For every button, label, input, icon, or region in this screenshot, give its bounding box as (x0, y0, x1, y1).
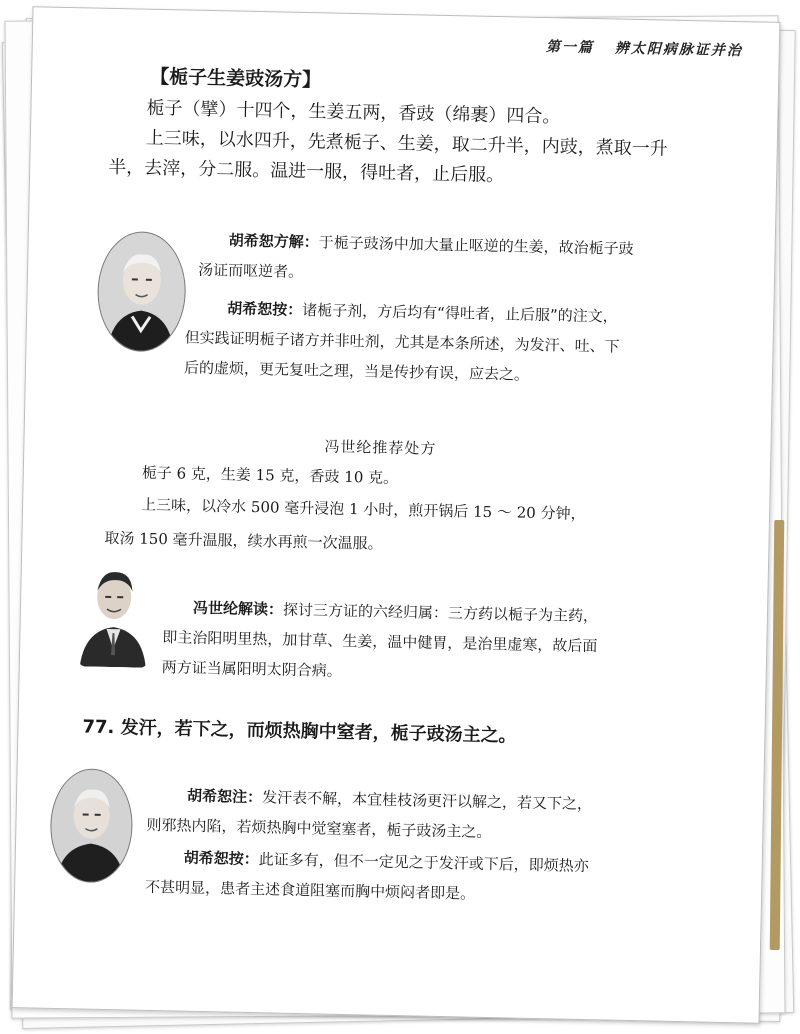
portrait-image (97, 232, 185, 352)
commentary-text: 探讨三方证的六经归属：三方药以栀子为主药， (282, 600, 599, 626)
commentary-text: 两方证当属阳明太阴合病。 (161, 658, 342, 680)
recommendation-title: 冯世纶推荐处方 (324, 437, 437, 458)
commentary-text: 但实践证明栀子诸方并非吐剂，尤其是本条所述，为发汗、吐、下 (184, 328, 620, 356)
commentary-label: 胡希恕按： (183, 848, 259, 869)
commentary-text: 发汗表不解，本宜桂枝汤更汗以解之，若又下之， (261, 788, 593, 814)
commentary-label: 胡希恕按： (227, 299, 303, 319)
commentary-text: 不甚明显，患者主述食道阻塞而胸中烦闷者即是。 (144, 877, 476, 903)
book-page (12, 6, 781, 1023)
commentary-text: 汤证而呕逆者。 (197, 260, 304, 281)
commentary-label: 胡希恕方解： (228, 231, 319, 252)
header-part: 第一篇 (545, 39, 595, 57)
clause-heading: 77. 发汗，若下之，而烦热胸中窒者，栀子豉汤主之。 (82, 716, 517, 747)
commentary-text: 此证多有，但不一定见之于发汗或下后，即烦热亦 (258, 850, 589, 876)
formula-line: 半，去滓，分二服。温进一服，得吐者，止后服。 (107, 156, 505, 187)
hu-xishu-portrait (49, 768, 133, 884)
portrait-image (50, 769, 132, 883)
hu-xishu-portrait (96, 231, 186, 353)
formula-line: 上三味，以水四升，先煮栀子、生姜，取二升半，内豉，煮取一升 (145, 127, 668, 160)
portrait-image (78, 556, 150, 667)
commentary-text: 即主治阳明里热，加甘草、生姜，温中健胃，是治里虚寒，故后面 (162, 628, 598, 656)
running-header (546, 36, 743, 60)
commentary-text: 于栀子豉汤中加大量止呕逆的生姜，故治栀子豉 (318, 233, 634, 258)
formula-line: 栀子（擘）十四个，生姜五两，香豉（绵裹）四合。 (146, 97, 561, 128)
recommendation-line: 栀子 6 克，生姜 15 克，香豉 10 克。 (141, 463, 399, 488)
commentary-text: 则邪热内陷，若烦热胸中觉窒塞者，栀子豉汤主之。 (146, 815, 492, 842)
commentary-label: 胡希恕注： (186, 786, 263, 807)
recommendation-line: 取汤 150 毫升温服，续水再煎一次温服。 (104, 528, 383, 553)
formula-title: 【栀子生姜豉汤方】 (149, 65, 322, 92)
recommendation-line: 上三味，以冷水 500 毫升浸泡 1 小时，煎开锅后 15 ～ 20 分钟， (140, 495, 586, 523)
commentary-text: 后的虚烦，更无复吐之理，当是传抄有误，应去之。 (183, 358, 530, 384)
feng-shilun-portrait (78, 556, 150, 667)
commentary-text: 诸栀子剂，方后均有“得吐者，止后服”的注文， (302, 300, 618, 326)
header-chapter: 辨太阳病脉证并治 (614, 40, 743, 60)
commentary-label: 冯世纶解读： (192, 598, 284, 619)
